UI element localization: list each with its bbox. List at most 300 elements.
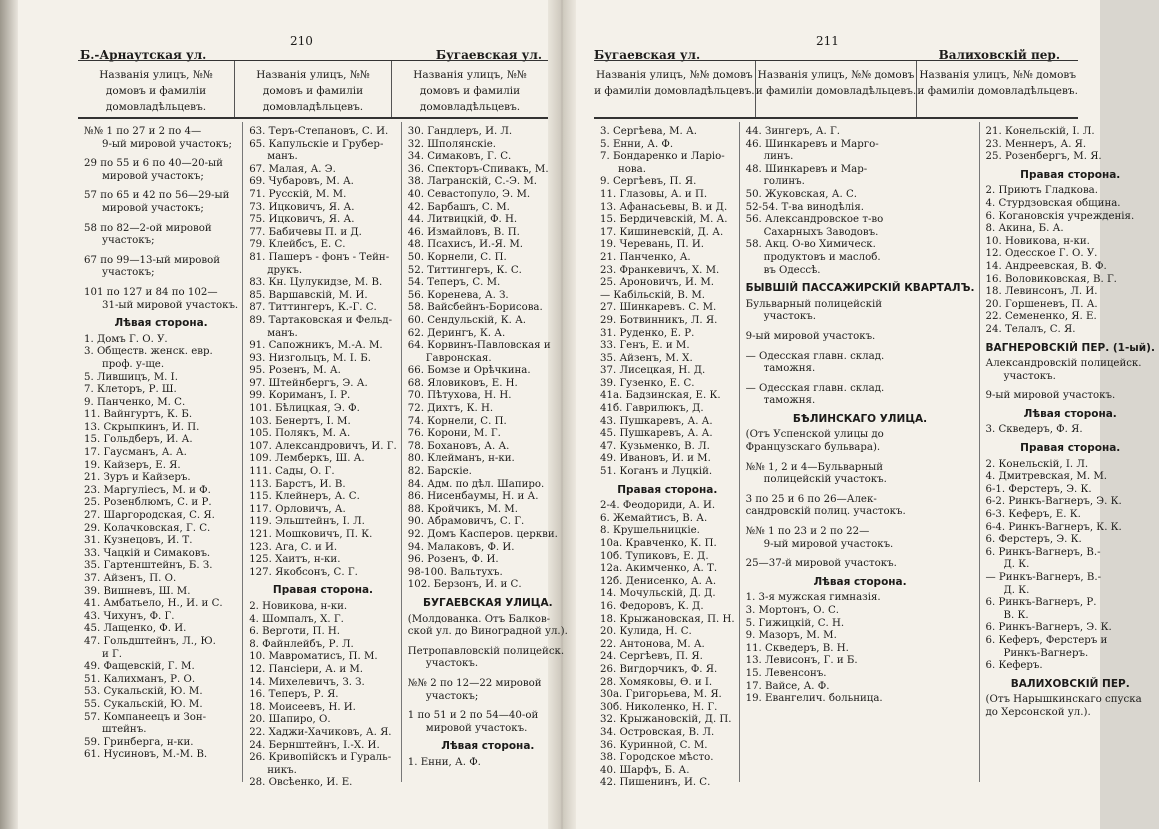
section-heading: Правая сторона. — [617, 483, 718, 496]
directory-entry: 89. Тартаковская и Фельд- — [249, 314, 393, 326]
entry-continuation: въ Одессѣ. — [763, 264, 821, 276]
directory-entry: 2. Конельскій, І. Л. — [985, 458, 1089, 470]
directory-entry: 6. Жемайтисъ, В. А. — [600, 512, 708, 524]
page-number: 211 — [816, 34, 839, 48]
entry-continuation: манъ. — [267, 327, 298, 339]
directory-entry: 58 по 82—2-ой мировой — [84, 222, 212, 234]
directory-entry: 15. Левенсонъ. — [745, 667, 827, 679]
directory-entry: 6. Ринкъ-Вагнеръ, Э. К. — [985, 622, 1112, 634]
directory-entry: 38. Городское мѣсто. — [600, 752, 714, 764]
header-right: Валиховскій пер. — [938, 48, 1060, 62]
directory-entry: 9. Мазоръ, М. М. — [745, 630, 837, 642]
directory-entry: 16. Воловиковская, В. Г. — [985, 273, 1117, 285]
directory-entry: 43. Чихунъ, Ф. Г. — [84, 610, 175, 622]
directory-entry: 76. Корони, М. Г. — [407, 428, 501, 440]
spacer — [84, 151, 238, 158]
directory-entry: 68. Яловиковъ, Е. Н. — [407, 377, 518, 389]
entry-continuation: мировой участокъ; — [102, 170, 204, 182]
directory-entry: 2-4. Феодориди, А. И. — [600, 500, 716, 512]
directory-entry: 8. Файнлейбъ, Р. Л. — [249, 638, 354, 650]
directory-entry: 39. Вишневъ, Ш. М. — [84, 585, 191, 597]
directory-entry: 74. Корнели, С. П. — [407, 415, 507, 427]
directory-entry: 18. Крыжановская, П. Н. — [600, 613, 735, 625]
directory-entry: 27. Шинкаревъ. С. М. — [600, 302, 717, 314]
directory-entry: 57. Компанеецъ и Зон- — [84, 711, 207, 723]
spacer — [408, 671, 568, 678]
directory-entry: 10а. Кравченко, К. П. — [600, 538, 717, 549]
directory-entry: 35. Гартенштейнъ, Б. З. — [84, 560, 213, 572]
column-headers — [78, 60, 548, 119]
directory-entry: 23. Франкевичъ, Х. М. — [600, 264, 720, 276]
directory-entry: 21. Панченко, А. — [600, 251, 691, 263]
directory-entry: Бульварный полицейскій — [745, 298, 883, 310]
directory-entry: 14. Михелевичъ, З. З. — [249, 676, 365, 688]
directory-entry: 19. Черевань, П. И. — [600, 239, 704, 251]
directory-entry: 6-3. Кеферъ, Е. К. — [985, 509, 1081, 521]
directory-entry: 98-100. Вальтухъ. — [407, 566, 503, 578]
entry-continuation: мировой участокъ. — [425, 722, 528, 734]
directory-entry: 24. Бернштейнъ, І.-Х. И. — [249, 739, 380, 751]
entry-continuation: никъ. — [267, 764, 297, 776]
directory-entry: 31. Руденко, Е. Р. — [600, 327, 695, 339]
directory-entry: 2. Новикова, н-ки. — [249, 600, 348, 612]
directory-entry: 90. Абрамовичъ, С. Г. — [407, 516, 525, 528]
column-header: Названія улицъ, №№ домовъ и фамиліи домовладѣльцевъ. — [413, 69, 527, 113]
directory-entry: 18. Моисеевъ, Н. И. — [249, 701, 356, 713]
entry-continuation: друкъ. — [267, 264, 303, 276]
directory-entry: 24. Сергѣевъ, П. Я. — [600, 651, 703, 663]
directory-entry: №№ 1, 2 и 4—Бульварный — [745, 461, 884, 473]
entry-continuation: полицейскій участокъ. — [763, 474, 887, 486]
directory-entry: 127. Якобсонъ, С. Г. — [249, 566, 358, 578]
text-columns — [594, 122, 1155, 789]
directory-entry: 4. Стурдзовская община. — [985, 197, 1121, 209]
directory-entry: ской ул. до Виноградной ул.). — [407, 626, 568, 638]
directory-entry: №№ 1 по 23 и 2 по 22— — [745, 526, 870, 538]
directory-entry: 23. Маргуліесъ, М. и Ф. — [84, 484, 211, 496]
directory-entry: 67. Малая, А. Э. — [249, 163, 336, 175]
directory-entry: 47. Кузьменко, В. Л. — [600, 440, 710, 452]
entry-continuation: Сахарныхъ Заводовъ. — [763, 226, 879, 238]
directory-entry: 3. Мортонъ, О. С. — [745, 605, 840, 616]
spacer — [84, 183, 238, 190]
page-edge — [0, 0, 18, 829]
section-heading: Лѣвая сторона. — [441, 740, 535, 753]
spacer — [746, 519, 975, 526]
directory-entry: 28. Овсѣенко, И. Е. — [249, 777, 353, 789]
directory-entry: 37. Лисецкая, Н. Д. — [600, 365, 706, 377]
directory-entry: 15. Бердичевскій, М. А. — [600, 214, 728, 226]
directory-entry: 22. Хаджи-Хачиковъ, А. Я. — [249, 726, 392, 738]
directory-entry: 40. Шарфъ, Б. А. — [600, 764, 690, 776]
page-number: 210 — [290, 34, 313, 48]
directory-entry: 15. Гольдберъ, И. А. — [84, 434, 193, 446]
directory-entry: 83. Кн. Цулукидзе, М. В. — [249, 277, 383, 289]
spacer — [986, 383, 1155, 390]
directory-entry: 30б. Николенко, Н. Г. — [600, 701, 718, 713]
directory-entry: 85. Варшавскій, М. И. — [249, 289, 368, 301]
directory-entry: 33. Чацкій и Симаковъ. — [84, 547, 211, 559]
spacer — [746, 455, 975, 462]
directory-entry: 49. Ивановъ, И. и М. — [600, 453, 711, 465]
directory-entry: 13. Левисонъ, Г. и Б. — [745, 655, 858, 667]
text-column — [243, 122, 402, 789]
directory-entry: 63. Теръ-Степановъ, С. И. — [249, 126, 389, 137]
directory-entry: 26. Кривопійскъ и Гураль- — [249, 752, 392, 764]
directory-entry: 29. Ботвинникъ, Л. Я. — [600, 314, 718, 326]
directory-entry: 25—37-й мировой участокъ. — [745, 558, 897, 570]
spacer — [746, 551, 975, 558]
directory-entry: №№ 2 по 12—22 мировой — [407, 677, 542, 689]
directory-entry: 102. Берзонъ, И. и С. — [407, 579, 522, 591]
spacer — [746, 487, 975, 494]
directory-entry: 40. Севастопуло, Э. М. — [407, 188, 531, 200]
entry-continuation: участокъ. — [425, 658, 479, 670]
column-header: Названія улицъ, №№ домовъ и фамиліи домовладѣльцевъ. — [594, 61, 756, 117]
directory-entry: 35. Айзенъ, М. Х. — [600, 352, 693, 364]
directory-entry: 28. Хомяковы, Ѳ. и І. — [600, 676, 713, 688]
directory-entry: 109. Лемберкъ, Ш. А. — [249, 453, 365, 465]
directory-entry: 111. Сады, О. Г. — [249, 466, 335, 478]
directory-entry: 107. Александровичъ, И. Г. — [249, 440, 397, 452]
directory-entry: 6. Ферстеръ, Э. К. — [985, 534, 1082, 546]
directory-entry: 5. Лившицъ, М. І. — [84, 371, 178, 383]
directory-entry: №№ 1 по 27 и 2 по 4— — [84, 126, 202, 137]
directory-entry: 30а. Григорьева, М. Я. — [600, 689, 722, 701]
directory-entry: (Молдованка. Отъ Балков- — [407, 613, 551, 625]
header-left: Бугаевская ул. — [594, 48, 701, 62]
directory-entry: 4. Шомпалъ, Х. Г. — [249, 613, 344, 625]
right-page — [576, 0, 1155, 829]
header-right: Бугаевская ул. — [435, 48, 542, 62]
directory-entry: 39. Гузенко, Е. С. — [600, 377, 695, 389]
section-heading: ВАЛИХОВСКІЙ ПЕР. — [1010, 677, 1130, 690]
directory-entry: Петропавловскій полицейск. — [407, 645, 565, 657]
directory-entry: 105. Полякъ, М. А. — [249, 428, 351, 440]
section-heading: Лѣвая сторона. — [813, 575, 907, 588]
directory-entry: 17. Вайсе, А. Ф. — [745, 680, 830, 692]
spacer — [84, 280, 238, 287]
directory-entry: 103. Бенертъ, І. М. — [249, 415, 351, 427]
directory-entry: 13. Скрыпкинъ, И. П. — [84, 421, 200, 433]
directory-entry: 23. Меннеръ, А. Я. — [985, 138, 1087, 150]
entry-continuation: манъ. — [267, 151, 298, 163]
entry-continuation: линъ. — [763, 151, 794, 163]
entry-continuation: и Г. — [102, 648, 123, 660]
directory-entry: — Одесская главн. склад. — [745, 350, 885, 362]
entry-continuation: таможня. — [763, 363, 816, 375]
entry-continuation: В. К. — [1003, 609, 1029, 621]
directory-entry: 5. Гижицкій, С. Н. — [745, 617, 845, 629]
directory-entry: 56. Александровское т-во — [745, 214, 884, 226]
directory-entry: 8. Акина, Б. А. — [985, 223, 1064, 235]
directory-entry: 29 по 55 и 6 по 40—20-ый — [84, 158, 223, 170]
column-headers — [594, 60, 1078, 119]
directory-entry: 54. Теперъ, С. М. — [407, 277, 501, 289]
text-column — [78, 122, 243, 782]
directory-entry: 87. Титтингеръ, К.-Г. С. — [249, 302, 377, 314]
entry-continuation: Ринкъ-Вагнеръ. — [1003, 647, 1089, 659]
directory-entry: 53. Сукальскій, Ю. М. — [84, 686, 203, 698]
directory-entry: 14. Мочульскій, Д. Д. — [600, 588, 716, 600]
directory-entry: 88. Кройчикъ, М. М. — [407, 503, 518, 515]
directory-entry: 91. Сапожникъ, М.-А. М. — [249, 340, 383, 352]
column-header: Названія улицъ, №№ домовъ и фамиліи домовладѣльцевъ. — [917, 69, 1078, 97]
directory-entry: 9-ый мировой участокъ. — [985, 390, 1116, 402]
spacer — [408, 703, 568, 710]
directory-entry: 43. Пушкаревъ, А. А. — [600, 415, 713, 427]
directory-entry: 99. Кориманъ, І. Р. — [249, 390, 351, 402]
directory-entry: 12. Одесское Г. О. У. — [985, 248, 1098, 260]
directory-entry: 48. Шинкаревъ и Мар- — [745, 163, 868, 175]
directory-entry: 52. Титтингеръ, К. С. — [407, 264, 522, 276]
directory-entry: 16. Тепеpъ, Р. Я. — [249, 689, 339, 701]
directory-entry: 58. Акц. О-во Химическ. — [745, 239, 876, 251]
directory-entry: 30. Гандлеръ, И. Л. — [407, 126, 513, 137]
directory-entry: — Ринкъ-Вагнеръ, В.- — [985, 572, 1102, 583]
directory-entry: (Отъ Нарышкинскаго спуска — [985, 694, 1142, 706]
entry-continuation: Д. К. — [1003, 584, 1030, 596]
directory-entry: 6. Кеферъ. — [985, 660, 1043, 672]
text-column — [740, 122, 980, 782]
section-heading: Правая сторона. — [272, 584, 374, 597]
directory-entry: 6. Ринкъ-Вагнеръ, Р. — [985, 597, 1097, 609]
directory-entry: 10. Мавроматисъ, П. М. — [249, 651, 378, 663]
directory-entry: 71. Русскій, М. М. — [249, 188, 347, 200]
directory-entry: 41а. Бадзинская, Е. К. — [600, 390, 721, 402]
directory-entry: 16. Федоровъ, К. Д. — [600, 600, 704, 612]
section-heading: БУГАЕВСКАЯ УЛИЦА. — [422, 596, 553, 609]
entry-continuation: участокъ. — [1003, 370, 1056, 382]
directory-entry: 51. Коганъ и Луцкій. — [600, 466, 713, 478]
text-column — [594, 122, 740, 789]
directory-entry: 6. Ринкъ-Вагнеръ, В.- — [985, 546, 1101, 558]
entry-continuation: участокъ; — [425, 690, 479, 702]
directory-entry: 25. Розенблюмъ, С. и Р. — [84, 497, 212, 509]
text-column — [402, 122, 572, 782]
directory-entry: Французскаго бульвара). — [745, 442, 881, 454]
directory-entry: (Отъ Успенской улицы до — [745, 429, 884, 441]
directory-entry: 20. Кулида, Н. С. — [600, 626, 692, 638]
directory-entry: — Кабільскій, В. М. — [600, 289, 706, 301]
directory-entry: 121. Мошковичъ, П. К. — [249, 529, 373, 540]
section-heading: ВАГНЕРОВСКІЙ ПЕР. (1-ый). — [985, 341, 1155, 354]
directory-entry: 64. Корвинъ-Павловская и — [407, 340, 551, 352]
directory-entry: 6-2. Ринкъ-Вагнеръ, Э. К. — [985, 496, 1122, 508]
entry-continuation: штейнъ. — [102, 724, 147, 736]
text-columns — [78, 122, 568, 789]
directory-entry: 24. Телалъ, С. Я. — [985, 323, 1076, 335]
directory-entry: 96. Розенъ, Ф. И. — [407, 554, 499, 566]
directory-entry: 55. Сукальскій, Ю. М. — [84, 698, 203, 710]
directory-entry: 93. Низгольцъ, М. І. Б. — [249, 352, 371, 364]
entry-continuation: 9-ый мировой участокъ. — [763, 538, 894, 550]
directory-entry: 25. Ароновичъ, И. М. — [600, 277, 714, 289]
directory-entry: 79. Клейбсъ, Е. С. — [249, 239, 346, 251]
section-heading: Правая сторона. — [1020, 168, 1121, 181]
directory-entry: 2. Приютъ Гладкова. — [985, 185, 1098, 197]
entry-continuation: Д. К. — [1003, 559, 1030, 571]
directory-entry: 45. Пушкаревъ, А. А. — [600, 428, 713, 440]
entry-continuation: 9-ый мировой участокъ; — [102, 138, 232, 150]
spacer — [746, 344, 975, 351]
directory-entry: 32. Шполянскіе. — [407, 138, 497, 150]
section-heading: БЫВШІЙ ПАССАЖИРСКІЙ КВАРТАЛЪ. — [745, 282, 975, 295]
directory-entry: 9. Сергѣевъ, П. Я. — [600, 176, 697, 188]
directory-entry: 6. Верготи, П. Н. — [249, 626, 341, 638]
entry-continuation: проф. у-ще. — [102, 358, 165, 370]
directory-entry: 1 по 51 и 2 по 54—40-ой — [407, 710, 539, 722]
directory-entry: 78. Бохановъ, А. А. — [407, 440, 510, 452]
directory-entry: 17. Кишиневскій, Д. А. — [600, 226, 724, 238]
directory-entry: 10. Новикова, н-ки. — [985, 235, 1090, 247]
directory-entry: 77. Бабичевы П. и Д. — [249, 226, 362, 238]
directory-entry: 97. Штейнбергъ, Э. А. — [249, 377, 368, 389]
directory-entry: 3. Сергѣева, М. А. — [600, 126, 697, 137]
directory-entry: 56. Кореневa, А. З. — [407, 289, 509, 301]
entry-continuation: участокъ. — [763, 311, 816, 323]
directory-entry: 32. Крыжановскій, Д. П. — [600, 714, 732, 726]
directory-entry: 94. Малаковъ, Ф. И. — [407, 541, 515, 553]
directory-entry: 84. Адм. по дѣл. Шапиро. — [407, 478, 545, 490]
directory-entry: 31. Кузнецовъ, И. Т. — [84, 535, 193, 547]
directory-entry: 21. Зуръ и Кайзеръ. — [84, 472, 191, 484]
directory-entry: 1. Енни, А. Ф. — [407, 756, 481, 768]
directory-entry: 41б. Гаврилюкъ, Д. — [600, 403, 704, 415]
directory-entry: 67 по 99—13-ый мировой — [84, 254, 221, 266]
directory-entry: 27. Шаргородская, С. Я. — [84, 510, 215, 522]
directory-entry: 18. Левинсонъ, Л. И. — [985, 286, 1098, 298]
directory-entry: 62. Дерингъ, К. А. — [407, 327, 506, 339]
spacer — [84, 248, 238, 255]
directory-entry: 44. Литвицкій, Ф. Н. — [407, 214, 518, 226]
directory-entry: 1. 3-я мужская гимназія. — [745, 592, 881, 604]
directory-entry: сандровскій полиц. участокъ. — [745, 506, 906, 518]
directory-entry: 22. Семененко, Я. Е. — [985, 311, 1097, 323]
directory-entry: 12а. Акимченко, А. Т. — [600, 563, 718, 575]
entry-continuation: Гавронская. — [425, 352, 492, 364]
directory-entry: 80. Клейманъ, н-ки. — [407, 453, 515, 465]
directory-entry: 4. Дмитревская, М. М. — [985, 471, 1108, 483]
directory-entry: 17. Гаусманъ, А. А. — [84, 447, 187, 459]
directory-entry: 48. Псахисъ, И.-Я. М. — [407, 239, 524, 251]
directory-entry: 59. Гринберга, н-ки. — [84, 736, 194, 748]
directory-entry: 101 по 127 и 84 по 102— — [84, 286, 218, 298]
directory-entry: 6. Когановскія учрежденія. — [985, 210, 1135, 222]
directory-entry: 92. Домъ Касперов. церкви. — [407, 529, 558, 540]
directory-entry: 25. Розенбергъ, М. Я. — [985, 151, 1102, 163]
directory-entry: 9. Панченко, М. С. — [84, 396, 186, 408]
directory-entry: 115. Клейнеръ, А. С. — [249, 491, 360, 503]
directory-entry: 51. Калихманъ, Р. О. — [84, 673, 196, 685]
directory-entry: 47. Гольдштейнъ, Л., Ю. — [84, 635, 216, 647]
directory-entry: 101. Бѣлицкая, Э. Ф. — [249, 403, 360, 415]
entry-continuation: таможня. — [763, 395, 816, 407]
directory-entry: 70. Пѣтуховa, Н. Н. — [407, 390, 512, 402]
entry-continuation: продуктовъ и маслоб. — [763, 251, 881, 263]
directory-entry: 29. Колачковская, Г. С. — [84, 522, 211, 534]
directory-entry: 3. Скведеръ, Ф. Я. — [985, 424, 1083, 436]
directory-entry: 13. Афанасьевы, В. и Д. — [600, 201, 728, 213]
directory-entry: 36. Куринной, С. М. — [600, 739, 708, 751]
spacer — [746, 324, 975, 331]
directory-entry: 20. Шапиро, О. — [249, 714, 331, 726]
directory-entry: 60. Сендульскій, К. А. — [407, 314, 527, 326]
directory-entry: 72. Дихтъ, К. Н. — [407, 403, 494, 415]
directory-entry: 81. Пашеръ - фонъ - Тейн- — [249, 251, 390, 263]
section-heading: Лѣвая сторона. — [1023, 407, 1117, 420]
spacer — [84, 216, 238, 223]
directory-entry: 95. Розенъ, М. А. — [249, 365, 341, 377]
directory-entry: 19. Кайзеръ, Е. Я. — [84, 459, 181, 471]
directory-entry: 12. Пансіери, А. и М. — [249, 663, 364, 675]
directory-entry: 10б. Тупиковъ, Е. Д. — [600, 550, 709, 562]
directory-entry: 11. Глазовы, А. и П. — [600, 188, 708, 200]
column-header: Названія улицъ, №№ домовъ и фамиліи домовладѣльцевъ. — [235, 61, 392, 117]
directory-entry: 73. Ицковичъ, Я. А. — [249, 201, 355, 213]
directory-entry: 82. Барскіе. — [407, 466, 472, 478]
column-header: Названія улицъ, №№ домовъ и фамиліи домовладѣльцевъ. — [756, 61, 918, 117]
directory-entry: 11. Скведеръ, В. Н. — [745, 642, 849, 654]
directory-entry: 86. Нисенбаумы, Н. и А. — [407, 491, 539, 503]
directory-entry: 42. Пишенинъ, И. С. — [600, 777, 711, 789]
text-column — [980, 122, 1159, 782]
directory-entry: 52-54. Т-ва винодѣлія. — [745, 201, 864, 213]
directory-entry: 6-1. Ферстеръ, Э. К. — [985, 483, 1092, 495]
entry-continuation: голинъ. — [763, 176, 805, 188]
directory-entry: 66. Бомзе и Орѣчкина. — [407, 365, 531, 377]
directory-entry: 33. Генъ, Е. и М. — [600, 340, 690, 352]
entry-continuation: мировой участокъ; — [102, 202, 204, 214]
directory-entry: 20. Горшеневъ, П. А. — [985, 298, 1098, 310]
directory-entry: 7. Бондаренко и Ларіо- — [600, 151, 725, 163]
directory-entry: 49. Фащевскій, Г. М. — [84, 661, 195, 673]
directory-entry: 69. Чубаровъ, М. А. — [249, 176, 354, 188]
directory-entry: 3. Обществ. женск. евр. — [84, 346, 213, 358]
column-header: Названія улицъ, №№ домовъ и фамиліи домовладѣльцевъ. — [78, 61, 235, 117]
directory-entry: 123. Ага, С. и И. — [249, 541, 338, 553]
section-heading: Правая сторона. — [1020, 442, 1121, 455]
directory-entry: 8. Крушельницкіе. — [600, 525, 700, 537]
left-page — [18, 0, 568, 829]
directory-entry: 11. Вайнгуртъ, К. Б. — [84, 409, 193, 421]
directory-entry: 57 по 65 и 42 по 56—29-ый — [84, 190, 230, 202]
directory-entry: 6-4. Ринкъ-Вагнеръ, К. К. — [985, 521, 1122, 533]
directory-entry: 34. Симаковъ, Г. С. — [407, 151, 512, 163]
directory-entry: 5. Енни, А. Ф. — [600, 138, 674, 150]
directory-entry: 42. Барбашъ, С. М. — [407, 201, 510, 213]
directory-entry: 34. Островская, В. Л. — [600, 726, 715, 738]
directory-entry: 58. Вайсбейнъ-Борисова. — [407, 302, 543, 314]
directory-entry: 46. Измайловъ, В. П. — [407, 226, 520, 238]
spacer — [746, 376, 975, 383]
directory-entry: 6. Кеферъ, Ферстеръ и — [985, 634, 1108, 646]
directory-entry: 14. Андреевская, В. Ф. — [985, 260, 1107, 272]
directory-entry: Александровскій полицейск. — [985, 358, 1142, 370]
spacer — [408, 639, 568, 646]
directory-entry: 22. Антонова, М. А. — [600, 638, 705, 650]
section-heading: Лѣвая сторона. — [114, 317, 208, 330]
directory-entry: 113. Барстъ, И. В. — [249, 478, 346, 490]
entry-continuation: нова. — [618, 163, 646, 175]
entry-continuation: участокъ; — [102, 235, 155, 247]
directory-entry: 1. Домъ Г. О. У. — [84, 333, 168, 345]
directory-entry: 3 по 25 и 6 по 26—Алек- — [745, 493, 877, 505]
directory-entry: 21. Конельскій, І. Л. — [985, 126, 1095, 137]
entry-continuation: 31-ый мировой участокъ. — [102, 299, 239, 311]
directory-entry: 9-ый мировой участокъ. — [745, 330, 876, 342]
section-heading: БѢЛИНСКАГО УЛИЦА. — [792, 412, 928, 425]
